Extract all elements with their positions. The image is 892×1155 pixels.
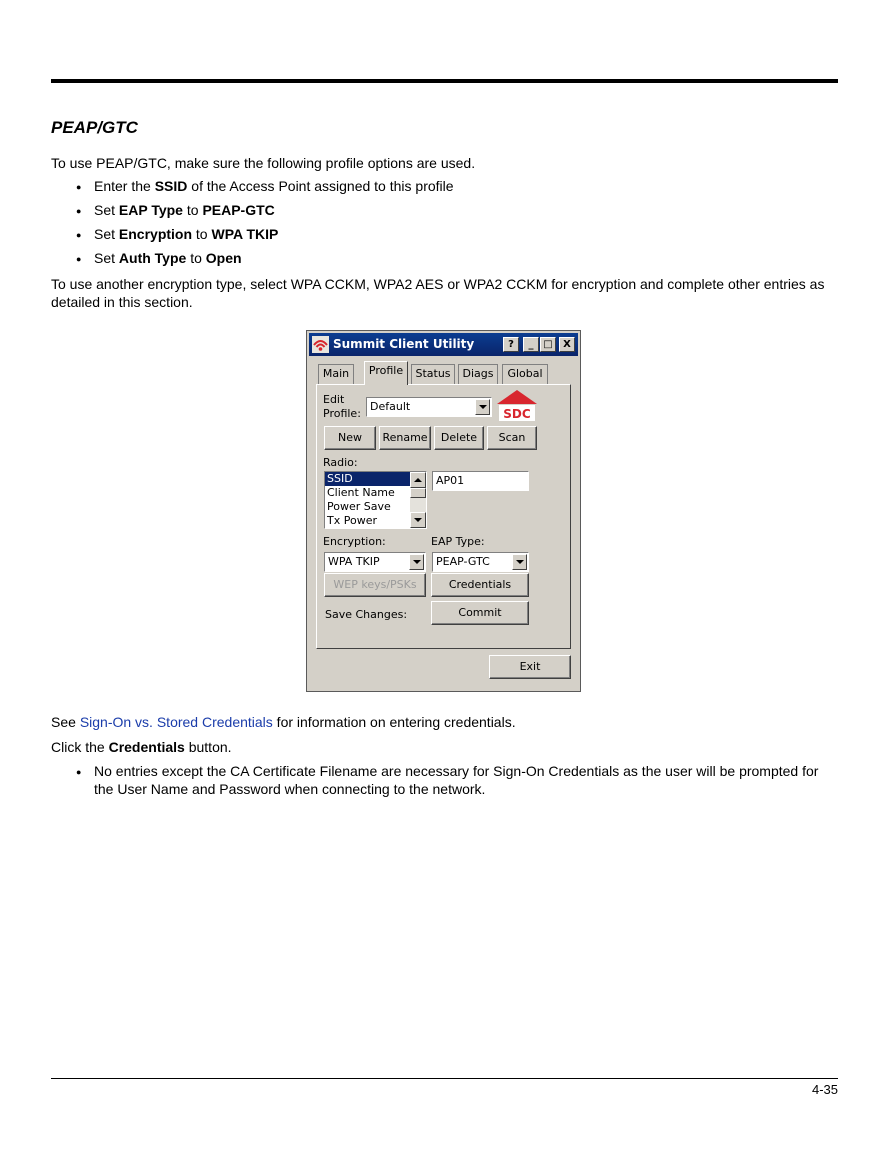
- note-list: [51, 762, 839, 798]
- scroll-down-icon[interactable]: [410, 512, 426, 528]
- encryption-select-value: WPA TKIP: [328, 555, 380, 568]
- eap-type-select[interactable]: [432, 552, 529, 572]
- delete-button[interactable]: Delete: [434, 426, 484, 450]
- section-title: PEAP/GTC: [51, 118, 138, 137]
- eap-type-label: EAP Type:: [431, 535, 485, 548]
- chevron-down-icon[interactable]: [475, 399, 490, 415]
- list-item-tx-power[interactable]: Tx Power: [327, 514, 377, 527]
- radio-settings-list[interactable]: [324, 471, 427, 529]
- list-item: ● Set Encryption to WPA TKIP: [51, 225, 454, 249]
- chevron-down-icon[interactable]: [409, 554, 424, 570]
- list-item-ssid[interactable]: SSID: [325, 472, 410, 486]
- list-item: ● No entries except the CA Certificate Filename are necessary for Sign-On Credentials as the user will be prompted for the User Name and Password when connecting to the network.: [51, 762, 839, 798]
- summit-app-icon: [312, 336, 329, 353]
- list-item: ● Set EAP Type to PEAP-GTC: [51, 201, 454, 225]
- ssid-input[interactable]: AP01: [432, 471, 529, 491]
- profile-label: Profile:: [323, 407, 361, 420]
- window-title: Summit Client Utility: [333, 337, 475, 351]
- list-item: ● Set Auth Type to Open: [51, 249, 454, 273]
- scroll-thumb[interactable]: [410, 488, 426, 498]
- profile-options-list: [51, 177, 454, 273]
- profile-select-value: Default: [370, 400, 411, 413]
- new-button[interactable]: New: [324, 426, 376, 450]
- intro-paragraph: To use PEAP/GTC, make sure the following profile options are used.: [51, 155, 476, 171]
- tab-status[interactable]: Status: [411, 364, 455, 384]
- list-item-client-name[interactable]: Client Name: [327, 486, 395, 499]
- list-item: ● Enter the SSID of the Access Point assigned to this profile: [51, 177, 454, 201]
- help-button[interactable]: ?: [503, 337, 519, 352]
- sign-on-credentials-link[interactable]: Sign-On vs. Stored Credentials: [79, 714, 273, 730]
- sdc-logo-text: SDC: [503, 407, 531, 421]
- scan-button[interactable]: Scan: [487, 426, 537, 450]
- header-rule: [51, 79, 838, 83]
- tab-global[interactable]: Global: [502, 364, 548, 384]
- close-button[interactable]: X: [559, 337, 575, 352]
- tab-main[interactable]: Main: [318, 364, 354, 384]
- rename-button[interactable]: Rename: [379, 426, 431, 450]
- credentials-button[interactable]: Credentials: [431, 573, 529, 597]
- summit-client-utility-window: [306, 330, 581, 692]
- exit-button[interactable]: Exit: [489, 655, 571, 679]
- radio-label: Radio:: [323, 456, 358, 469]
- other-encryption-paragraph: To use another encryption type, select WPA CCKM, WPA2 AES or WPA2 CCKM for encryption and complete other entries as detailed in this section.: [51, 276, 825, 310]
- see-credentials-paragraph: See Sign-On vs. Stored Credentials for information on entering credentials.: [51, 714, 516, 730]
- wep-keys-button: WEP keys/PSKs: [324, 573, 426, 597]
- footer-rule: [51, 1078, 838, 1079]
- chevron-down-icon[interactable]: [512, 554, 527, 570]
- tab-profile[interactable]: Profile: [364, 361, 408, 385]
- list-item-power-save[interactable]: Power Save: [327, 500, 391, 513]
- profile-select[interactable]: [366, 397, 492, 417]
- scroll-up-icon[interactable]: [410, 472, 426, 488]
- eap-type-select-value: PEAP-GTC: [436, 555, 490, 568]
- save-changes-label: Save Changes:: [325, 608, 408, 621]
- commit-button[interactable]: Commit: [431, 601, 529, 625]
- page-number: 4-35: [811, 1082, 838, 1097]
- edit-label: Edit: [323, 393, 345, 406]
- list-scrollbar[interactable]: [410, 472, 426, 528]
- sdc-logo: [495, 390, 539, 422]
- encryption-select[interactable]: [324, 552, 426, 572]
- tab-diags[interactable]: Diags: [458, 364, 498, 384]
- maximize-button[interactable]: □: [540, 337, 556, 352]
- encryption-label: Encryption:: [323, 535, 386, 548]
- minimize-button[interactable]: _: [523, 337, 539, 352]
- click-credentials-paragraph: Click the Credentials button.: [51, 739, 232, 755]
- window-titlebar: [309, 333, 578, 356]
